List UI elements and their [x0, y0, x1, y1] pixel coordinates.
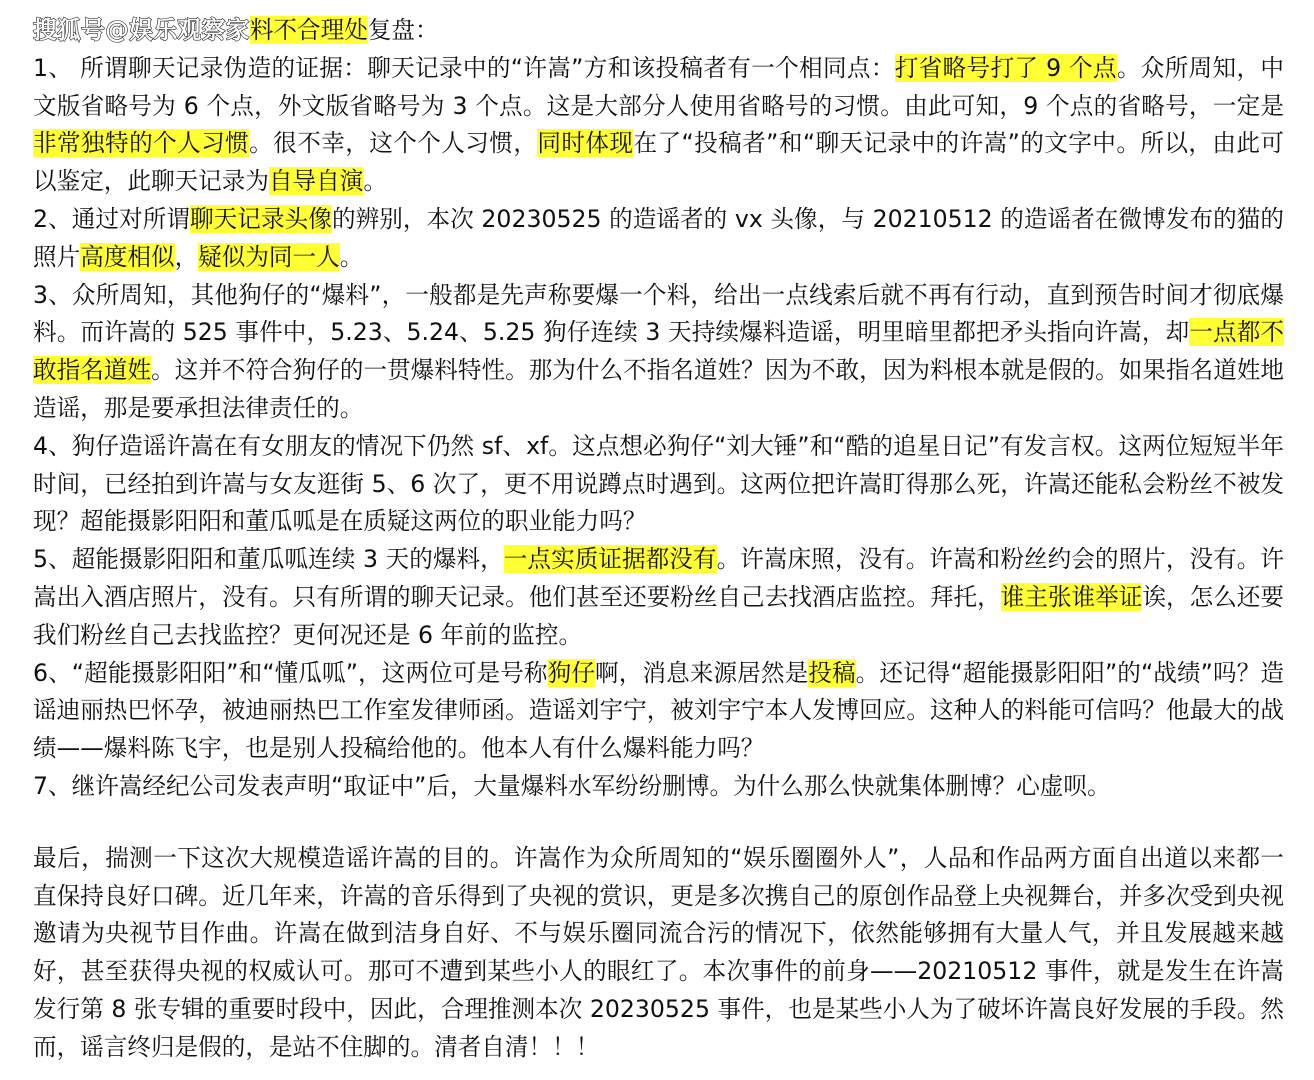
highlighted-text: 非常独特的个人习惯	[33, 129, 250, 158]
point-paragraph	[33, 541, 1284, 654]
title-rest: 复盘：	[367, 16, 439, 44]
conclusion-paragraph: 最后，揣测一下这次大规模造谣许嵩的目的。许嵩作为众所周知的“娱乐圈圈外人”，人品和作品两方面自出道以来都一直保持良好口碑。近几年来，许嵩的音乐得到了央视的赏识，更是多次携自己的原创作品登上央视舞台，并多次受到央视邀请为央视节目作曲。许嵩在做到洁身自好、不与娱乐圈同流合污的情况下，依然能够拥有大量人气，并且发展越来越好，甚至获得央视的权威认可。那可不遭到某些小人的眼红了。本次事件的前身——20210512 事件，就是发生在许嵩发行第 8 张专辑的重要时段中，因此，合理推测本次 20230525 事件，也是某些小人为了破坏许嵩良好发展的手段。然而，谣言终归是假的，是站不住脚的。清者自清！！！	[33, 843, 1284, 1061]
highlighted-text: 高度相似	[80, 242, 175, 271]
paragraph-text: 4、狗仔造谣许嵩在有女朋友的情况下仍然 sf、xf。这点想必狗仔“刘大锤”和“酷的追星日记”有发言权。这两位短短半年时间，已经拍到许嵩与女友逛街 5、6 次了，更不用说蹲点时遇到。这两位把许嵩盯得那么死，许嵩还能私会粉丝不被发现？超能摄影阳阳和董瓜呱是在质疑这两位的职业能力吗？	[33, 431, 1284, 536]
paragraph-text: 。	[363, 167, 387, 196]
watermark: 搜狐号@娱乐观察家	[33, 16, 250, 44]
paragraph-text: 2、通过对所谓	[33, 204, 190, 233]
point-paragraph	[33, 277, 1284, 428]
paragraph-text: ，	[174, 242, 199, 271]
paragraph-text: 啊，消息来源居然是	[595, 658, 809, 687]
document-title	[33, 12, 1284, 50]
title-highlight: 料不合理处	[249, 16, 368, 44]
highlighted-text: 一点都不敢指名道姓	[33, 318, 1285, 385]
paragraph-text: 6、“超能摄影阳阳”和“懂瓜呱”，这两位可是号称	[33, 658, 548, 687]
point-paragraph	[33, 201, 1284, 277]
paragraph-text: 的辨别，本次 20230525 的造谣者的 vx 头像，与 20210512 的造谣者在微博发布的猫的照片	[33, 204, 1285, 271]
highlighted-text: 疑似为同一人	[198, 242, 340, 271]
highlighted-text: 打省略号打了 9 个点	[894, 53, 1117, 82]
highlighted-text: 谁主张谁举证	[1000, 582, 1143, 611]
paragraph-text: 在了“投稿者”和“聊天记录中的许嵩”的文字中。所以，由此可以鉴定，此聊天记录为	[33, 129, 1285, 196]
highlighted-text: 同时体现	[537, 129, 634, 158]
points-list	[33, 50, 1284, 806]
paragraph-text: 。许嵩床照，没有。许嵩和粉丝约会的照片，没有。许嵩出入酒店照片，没有。只有所谓的聊天记录。他们甚至还要粉丝自己去找酒店监控。拜托，	[33, 545, 1285, 611]
paragraph-text: 。这并不符合狗仔的一贯爆料特性。那为什么不指名道姓？因为不敢，因为料根本就是假的。如果指名道姓地造谣，那是要承担法律责任的。	[33, 356, 1285, 422]
paragraph-text: 1、 所谓聊天记录伪造的证据：聊天记录中的“许嵩”方和该投稿者有一个相同点：	[33, 53, 895, 82]
paragraph-text: 诶，怎么还要我们粉丝自己去找监控？更何况还是 6 年前的监控。	[33, 582, 1285, 649]
point-paragraph	[33, 768, 1284, 806]
highlighted-text: 聊天记录头像	[190, 204, 332, 233]
paragraph-text: 5、超能摄影阳阳和董瓜呱连续 3 天的爆料，	[33, 545, 504, 574]
paragraph-text: 3、众所周知，其他狗仔的“爆料”，一般都是先声称要爆一个料，给出一点线索后就不再有行动，直到预告时间才彻底爆料。而许嵩的 525 事件中，5.23、5.24、5.25 狗仔连续 3 天持续爆料造谣，明里暗里都把矛头指向许嵩，却	[33, 280, 1284, 347]
point-paragraph	[33, 428, 1284, 541]
highlighted-text: 投稿	[808, 658, 856, 687]
paragraph-text: 。很不幸，这个个人习惯，	[249, 129, 538, 158]
point-paragraph	[33, 655, 1284, 768]
highlighted-text: 狗仔	[547, 658, 596, 687]
paragraph-text: 。众所周知，中文版省略号为 6 个点，外文版省略号为 3 个点。这是大部分人使用省略号的习惯。由此可知，9 个点的省略号，一定是	[33, 53, 1285, 120]
paragraph-text: 。还记得“超能摄影阳阳”的“战绩”吗？造谣迪丽热巴怀孕，被迪丽热巴工作室发律师函。造谣刘宇宁，被刘宇宁本人发博回应。这种人的料能可信吗？他最大的战绩——爆料陈飞宇，也是别人投稿给他的。他本人有什么爆料能力吗？	[33, 658, 1284, 763]
paragraph-text: 7、继许嵩经纪公司发表声明“取证中”后，大量爆料水军纷纷删博。为什么那么快就集体删博？心虚呗。	[33, 771, 1111, 800]
point-paragraph	[33, 50, 1284, 201]
highlighted-text: 一点实质证据都没有	[503, 545, 717, 574]
paragraph-text: 。	[339, 242, 364, 271]
highlighted-text: 自导自演	[268, 167, 364, 196]
